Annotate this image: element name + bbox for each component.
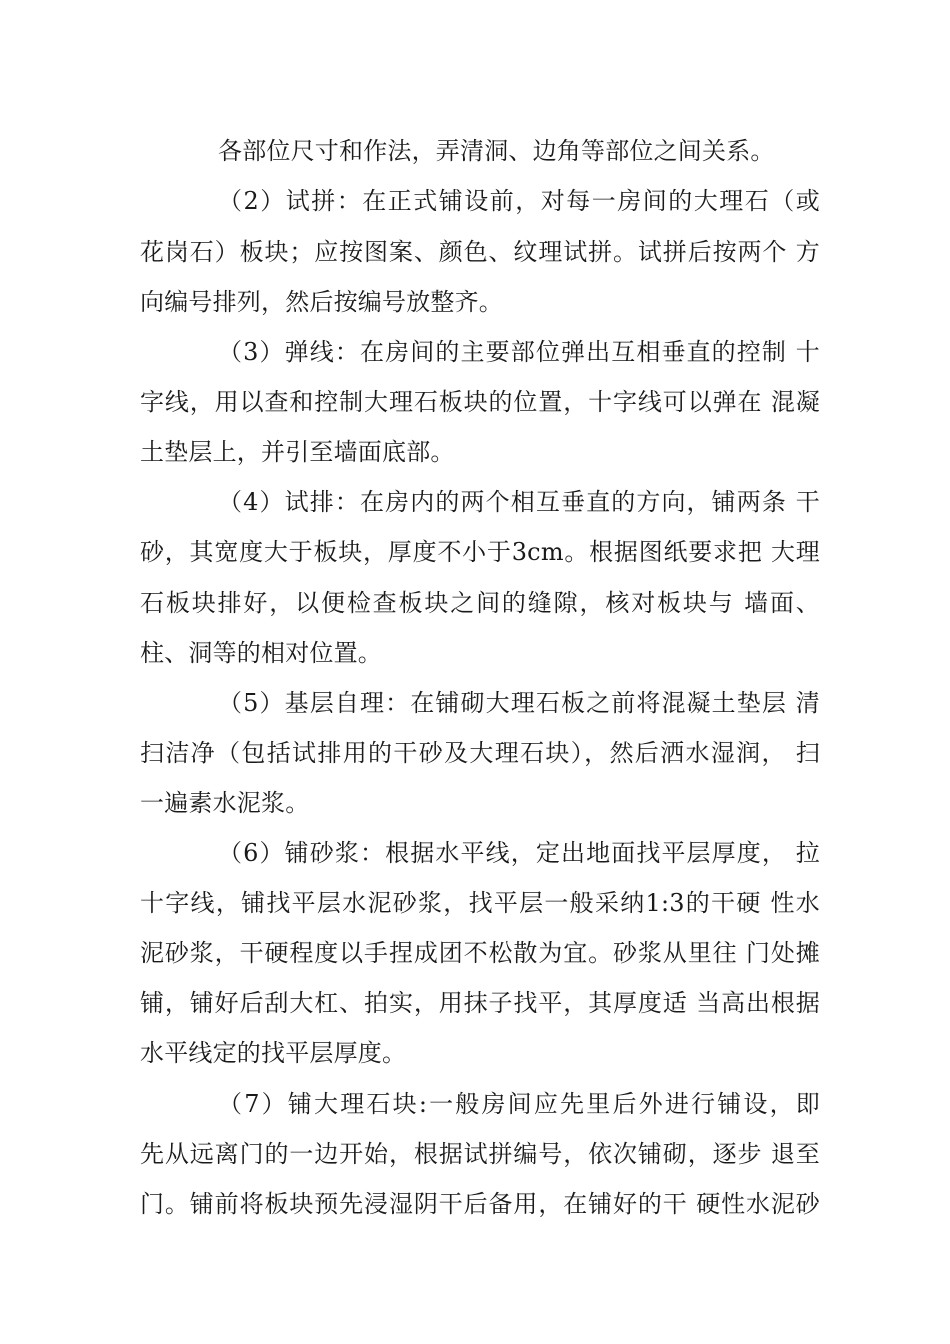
text-line-21: 先从远离门的一边开始，根据试拼编号，依次铺砌，逐步 退至 [140, 1140, 820, 1168]
text-line-16: 十字线，铺找平层水泥砂浆，找平层一般采纳1:3的干硬 性水 [140, 889, 820, 917]
text-line-5: （3）弹线：在房间的主要部位弹出互相垂直的控制 十 [218, 338, 820, 366]
text-line-4: 向编号排列，然后按编号放整齐。 [140, 288, 503, 316]
text-line-14: 一遍素水泥浆。 [140, 789, 310, 817]
text-line-12: （5）基层自理：在铺砌大理石板之前将混凝土垫层 清 [218, 689, 820, 717]
text-line-8: （4）试排：在房内的两个相互垂直的方向，铺两条 干 [218, 488, 820, 516]
text-line-22: 门。铺前将板块预先浸湿阴干后备用，在铺好的干 硬性水泥砂 [140, 1190, 820, 1218]
text-line-19: 水平线定的找平层厚度。 [140, 1039, 407, 1067]
text-line-9: 砂，其宽度大于板块，厚度不小于3cm。根据图纸要求把 大理 [140, 538, 820, 566]
text-line-18: 铺，铺好后刮大杠、拍实，用抹子找平，其厚度适 当高出根据 [140, 989, 820, 1017]
text-line-10: 石板块排好，以便检查板块之间的缝隙，核对板块与 墙面、 [140, 589, 820, 617]
text-line-7: 土垫层上，并引至墙面底部。 [140, 438, 455, 466]
text-line-15: （6）铺砂浆：根据水平线，定出地面找平层厚度， 拉 [218, 839, 820, 867]
text-line-6: 字线，用以查和控制大理石板块的位置，十字线可以弹在 混凝 [140, 388, 820, 416]
text-line-2: （2）试拼：在正式铺设前，对每一房间的大理石（或 [218, 187, 820, 215]
text-line-1: 各部位尺寸和作法，弄清洞、边角等部位之间关系。 [218, 137, 775, 165]
text-line-17: 泥砂浆，干硬程度以手捏成团不松散为宜。砂浆从里往 门处摊 [140, 939, 820, 967]
text-line-11: 柱、洞等的相对位置。 [140, 639, 382, 667]
text-line-3: 花岗石）板块；应按图案、颜色、纹理试拼。试拼后按两个 方 [140, 238, 820, 266]
text-line-20: （7）铺大理石块:一般房间应先里后外进行铺设，即 [218, 1090, 820, 1118]
text-line-13: 扫洁净（包括试排用的干砂及大理石块），然后洒水湿润， 扫 [140, 739, 820, 767]
